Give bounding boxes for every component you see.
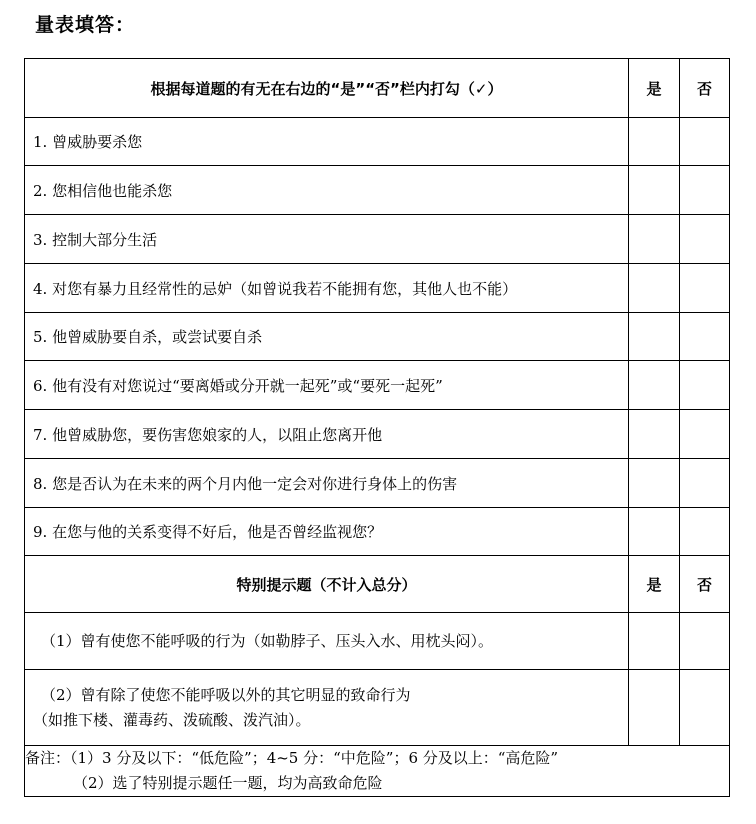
special-question-line: （2）曾有除了使您不能呼吸以外的其它明显的致命行为 xyxy=(41,685,411,704)
yes-checkbox-cell[interactable] xyxy=(629,613,680,670)
special-question-row xyxy=(25,670,730,746)
no-checkbox-cell[interactable] xyxy=(680,410,730,459)
special-question-line: （1）曾有使您不能呼吸的行为（如勒脖子、压头入水、用枕头闷）。 xyxy=(41,631,494,650)
no-column-header: 否 xyxy=(680,556,730,613)
question-text: 9. 在您与他的关系变得不好后，他是否曾经监视您？ xyxy=(25,508,629,556)
yes-checkbox-cell[interactable] xyxy=(629,215,680,264)
no-column-header: 否 xyxy=(680,59,730,118)
note-line: （2）选了特别提示题任一题，均为高致命危险 xyxy=(73,774,383,792)
question-row xyxy=(25,313,730,361)
no-checkbox-cell[interactable] xyxy=(680,459,730,508)
special-question-text xyxy=(25,670,629,746)
question-row xyxy=(25,508,730,556)
no-checkbox-cell[interactable] xyxy=(680,613,730,670)
special-question-row xyxy=(25,613,730,670)
yes-checkbox-cell[interactable] xyxy=(629,459,680,508)
note-line: 备注：（1）3 分及以下：“低危险”；4~5 分：“中危险”；6 分及以上：“高危险” xyxy=(25,749,559,767)
question-row xyxy=(25,215,730,264)
yes-checkbox-cell[interactable] xyxy=(629,670,680,746)
question-row xyxy=(25,118,730,166)
question-text: 6. 他有没有对您说过“要离婚或分开就一起死”或“要死一起死” xyxy=(25,361,629,410)
yes-column-header: 是 xyxy=(629,59,680,118)
question-text: 1. 曾威胁要杀您 xyxy=(25,118,629,166)
no-checkbox-cell[interactable] xyxy=(680,215,730,264)
yes-checkbox-cell[interactable] xyxy=(629,264,680,313)
note-cell xyxy=(25,746,730,797)
yes-checkbox-cell[interactable] xyxy=(629,410,680,459)
yes-checkbox-cell[interactable] xyxy=(629,118,680,166)
special-question-text xyxy=(25,613,629,670)
question-text: 8. 您是否认为在未来的两个月内他一定会对你进行身体上的伤害 xyxy=(25,459,629,508)
yes-checkbox-cell[interactable] xyxy=(629,166,680,215)
instruction-header: 根据每道题的有无在右边的“是”“否”栏内打勾（✓） xyxy=(25,59,629,118)
table-header-row xyxy=(25,59,730,118)
no-checkbox-cell[interactable] xyxy=(680,118,730,166)
yes-checkbox-cell[interactable] xyxy=(629,313,680,361)
question-text: 4. 对您有暴力且经常性的忌妒（如曾说我若不能拥有您，其他人也不能） xyxy=(25,264,629,313)
special-question-line: （如推下楼、灌毒药、泼硫酸、泼汽油）。 xyxy=(33,710,311,729)
question-row xyxy=(25,166,730,215)
question-row xyxy=(25,264,730,313)
yes-checkbox-cell[interactable] xyxy=(629,361,680,410)
question-text: 2. 您相信他也能杀您 xyxy=(25,166,629,215)
no-checkbox-cell[interactable] xyxy=(680,361,730,410)
no-checkbox-cell[interactable] xyxy=(680,264,730,313)
no-checkbox-cell[interactable] xyxy=(680,508,730,556)
assessment-table xyxy=(24,58,730,797)
question-text: 5. 他曾威胁要自杀，或尝试要自杀 xyxy=(25,313,629,361)
no-checkbox-cell[interactable] xyxy=(680,313,730,361)
yes-checkbox-cell[interactable] xyxy=(629,508,680,556)
no-checkbox-cell[interactable] xyxy=(680,166,730,215)
question-text: 7. 他曾威胁您，要伤害您娘家的人，以阻止您离开他 xyxy=(25,410,629,459)
special-section-title: 特别提示题（不计入总分） xyxy=(25,556,629,613)
page-title: 量表填答： xyxy=(35,14,136,36)
no-checkbox-cell[interactable] xyxy=(680,670,730,746)
question-row xyxy=(25,410,730,459)
special-header-row xyxy=(25,556,730,613)
question-row xyxy=(25,361,730,410)
yes-column-header: 是 xyxy=(629,556,680,613)
question-text: 3. 控制大部分生活 xyxy=(25,215,629,264)
note-row xyxy=(25,746,730,797)
question-row xyxy=(25,459,730,508)
